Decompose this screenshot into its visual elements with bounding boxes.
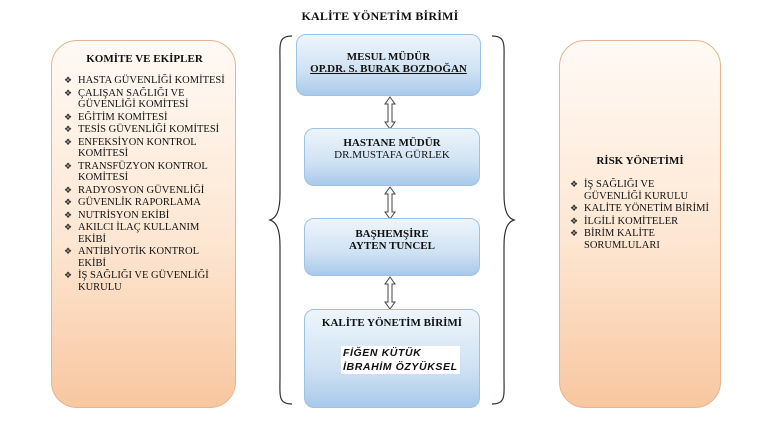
diamond-bullet-icon: ❖ [64, 222, 73, 232]
list-item: ❖ İLGİLİ KOMİTELER [570, 215, 679, 227]
double-arrow-icon [384, 96, 396, 130]
hastane-mudur-name: DR.MUSTAFA GÜRLEK [334, 149, 450, 161]
diamond-bullet-icon: ❖ [64, 270, 73, 280]
diamond-bullet-icon: ❖ [64, 246, 73, 256]
list-item: ❖ İŞ SAĞLIĞI VE GÜVENLİĞİ KURULU [570, 179, 689, 202]
diamond-bullet-icon: ❖ [64, 160, 73, 171]
risk-panel [559, 40, 721, 408]
left-brace-icon [268, 34, 294, 406]
list-item: ❖ ENFEKSİYON KONTROL KOMİTESİ [64, 136, 197, 159]
staff-member: FİĞEN KÜTÜK [341, 346, 460, 360]
list-item: ❖ BİRİM KALİTE SORUMLULARI [570, 228, 660, 251]
mesul-mudur-name: OP.DR. S. BURAK BOZDOĞAN [310, 63, 467, 75]
list-item: ❖ TRANSFÜZYON KONTROL KOMİTESİ [64, 160, 208, 183]
risk-heading: RİSK YÖNETİMİ [596, 155, 684, 167]
diamond-bullet-icon: ❖ [64, 87, 73, 98]
list-item: ❖ NUTRİSYON EKİBİ [64, 209, 170, 221]
diamond-bullet-icon: ❖ [64, 209, 73, 220]
list-item: ❖ KALİTE YÖNETİM BİRİMİ [570, 203, 710, 214]
committees-panel [51, 40, 236, 408]
list-item: ❖ İŞ SAĞLIĞI VE GÜVENLİĞİ KURULU [64, 270, 209, 293]
double-arrow-icon [384, 186, 396, 220]
right-brace-icon [490, 34, 516, 406]
bashemsire-box [304, 218, 480, 276]
diamond-bullet-icon: ❖ [64, 124, 73, 134]
page-title: KALİTE YÖNETİM BİRİMİ [301, 9, 459, 23]
list-item: ❖ AKILCI İLAÇ KULLANIM EKİBİ [64, 222, 200, 245]
diamond-bullet-icon: ❖ [64, 136, 73, 147]
diamond-bullet-icon: ❖ [64, 197, 73, 207]
committees-heading: KOMİTE VE EKİPLER [86, 53, 203, 65]
risk-list [568, 179, 712, 251]
list-item: ❖ ANTİBİYOTİK KONTROL EKİBİ [64, 246, 199, 269]
list-item: ❖ GÜVENLİK RAPORLAMA [64, 197, 201, 208]
list-item: ❖ RADYOSYON GÜVENLİĞİ [64, 184, 205, 196]
diamond-bullet-icon: ❖ [570, 215, 579, 226]
bashemsire-title: BAŞHEMŞİRE [355, 228, 429, 240]
mesul-mudur-box [296, 34, 481, 96]
list-item: ❖ ÇALIŞAN SAĞLIĞI VE GÜVENLİĞİ KOMİTESİ [64, 87, 189, 110]
list-item: ❖ EĞİTİM KOMİTESİ [64, 111, 168, 123]
mesul-mudur-title: MESUL MÜDÜR [346, 51, 431, 63]
list-item: ❖ TESİS GÜVENLİĞİ KOMİTESİ [64, 124, 220, 135]
diamond-bullet-icon: ❖ [570, 203, 579, 213]
diamond-bullet-icon: ❖ [64, 75, 73, 85]
hastane-mudur-title: HASTANE MÜDÜR [343, 137, 441, 149]
bashemsire-name: AYTEN TUNCEL [349, 240, 435, 252]
kalite-birimi-title: KALİTE YÖNETİM BİRİMİ [321, 317, 463, 329]
committees-list [62, 75, 227, 293]
staff-member: İBRAHİM ÖZYÜKSEL [343, 361, 458, 373]
hastane-mudur-box [304, 128, 480, 186]
kalite-staff-list [341, 346, 460, 374]
diamond-bullet-icon: ❖ [64, 184, 73, 195]
list-item: ❖ HASTA GÜVENLİĞİ KOMİTESİ [64, 75, 225, 86]
double-arrow-icon [384, 276, 396, 310]
diamond-bullet-icon: ❖ [570, 228, 579, 238]
diamond-bullet-icon: ❖ [64, 111, 73, 122]
kalite-birimi-box [304, 309, 480, 408]
diamond-bullet-icon: ❖ [570, 179, 579, 189]
